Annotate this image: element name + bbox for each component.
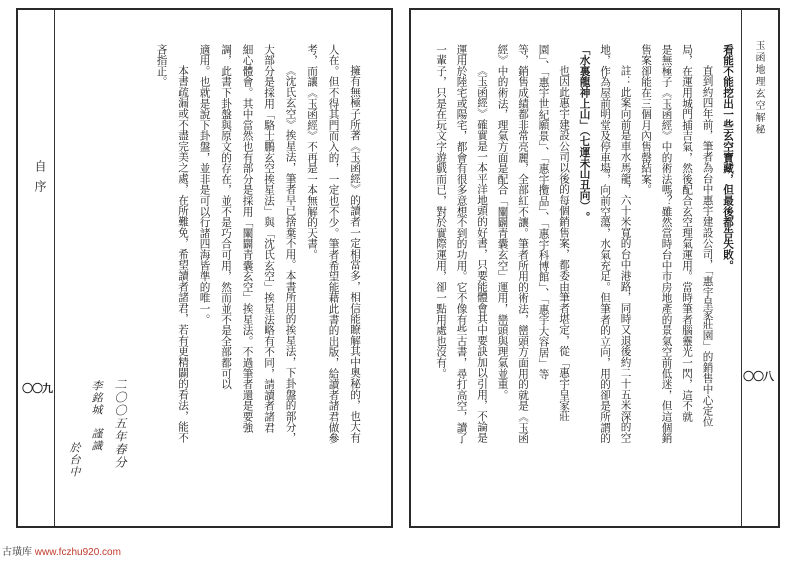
text-column: 看能不能挖出一些玄空寶藏，但最後都告失敗。: [722, 44, 734, 271]
text-column: 人在。但不得其門而入的，一定也不少。筆者希望能藉此書的出版，給讀者諸君做參: [327, 44, 340, 444]
footer-site-name: 古璜库: [2, 547, 32, 558]
text-column: 直到約四年前，筆者為台中惠宇建設公司，「惠宇皇家莊園」的銷售中心定位: [701, 65, 714, 427]
text-column: 等，銷售成績都非常亮麗，全部紅不讓。筆者所用的術法，巒頭方面用的就是《玉函: [517, 44, 529, 444]
text-column: 大部分是採用「駱士鵬玄空挨星法」與「沈氏玄空」挨星法略有不同，請讀者諸君: [263, 44, 275, 433]
signature-place: 於台中: [68, 442, 81, 478]
right-page-divider: [741, 10, 742, 526]
text-column: 是無極子《玉函經》中的術法嗎？雖然當時台中市房地產的景氣空前低迷，但這個銷: [660, 44, 673, 444]
text-column: 一輩子，只是在玩文字遊戲而已，對於實際運用，卻一點用處也沒有。: [435, 44, 447, 379]
author-name: 李銘城: [90, 380, 103, 416]
text-column: 「水裏龍神上山」（七運未山丑向）。: [578, 44, 591, 223]
text-column: 運用於陸宅或陽宅，都會有很多意想不到的功用。它不像有些古書，尋打高空，讀了: [455, 44, 468, 444]
text-column: 註：此案向前是車水馬龍，六十米寬的台中港路，同時又退後約二十五米深的空: [619, 65, 632, 443]
date-text: 二〇〇五年春分: [113, 378, 127, 469]
section-label: 自序: [33, 160, 47, 200]
text-column: 園」、「惠宇世紀願景」、「惠宇攬品」、「惠宇科博館」、「惠宇大容居」等: [537, 44, 550, 380]
text-column: 吝指正。: [155, 44, 168, 88]
book-title: 玉函地理玄空解秘: [753, 40, 764, 136]
text-column: 擁有無極子所著《玉函經》的讀者一定相當多，相信能瞭解其中奧秘的，也大有: [349, 65, 361, 443]
text-column: 適用。也就是說下卦盤，並非是可以行諸四海皆準的唯一。: [198, 44, 211, 325]
text-column: 細心體會。其中當然也有部分是採用「闡闢青囊玄空」挨星法。不過筆者還是要強: [241, 44, 254, 433]
page-number-right: 〇〇八: [743, 370, 773, 383]
left-page-divider: [54, 10, 55, 526]
left-page: [16, 8, 393, 528]
footer-url[interactable]: www.fczhu920.com: [34, 547, 121, 558]
text-column: 調，此書下卦盤與原文的存在，並不是巧合可用，然而並不是全部都可以: [220, 44, 232, 390]
text-column: 《沈氏玄空》挨星法，筆者早已捨棄不用。本書所用的挨星法，下卦盤的部分，: [284, 65, 297, 443]
text-column: 也因此惠宇建設公司以後的每個銷售案，都委由筆者堪定，從「惠宇皇家莊: [558, 65, 570, 422]
text-column: 本書疏漏或不盡完美之處，在所難免，希望讀者諸君，若有更精闢的看法，能不: [177, 65, 189, 443]
page-number-left: 〇〇九: [22, 382, 52, 395]
signature-author: [88, 380, 104, 452]
text-column: 局，在運用城門捕吉氣，然後配合玄空理氣運用。當時筆者腦靈光一閃，這不就: [681, 44, 693, 422]
site-footer: [2, 543, 121, 558]
signature-date: [112, 378, 129, 469]
author-closing: 謹識: [90, 428, 103, 452]
right-page: [409, 8, 780, 528]
text-column: 《玉函經》確實是一本平洋地頭的好書，只要能體會其中要訣加以引用，不論是: [476, 65, 488, 443]
text-column: 地，作為屋前明堂及停車場，向前空蕩，水氣充足。但筆者的立向，用的卻是所謂的: [599, 44, 611, 444]
text-column: 考，而讓《玉函經》不再是一本無解的天書。: [306, 44, 318, 260]
text-column: 經》中的術法，理氣方面是配合「闡闢青囊玄空」運用，巒頭與理氣並重。: [496, 44, 509, 401]
text-column: 售案卻能在三個月內售罄結案。: [640, 44, 652, 196]
